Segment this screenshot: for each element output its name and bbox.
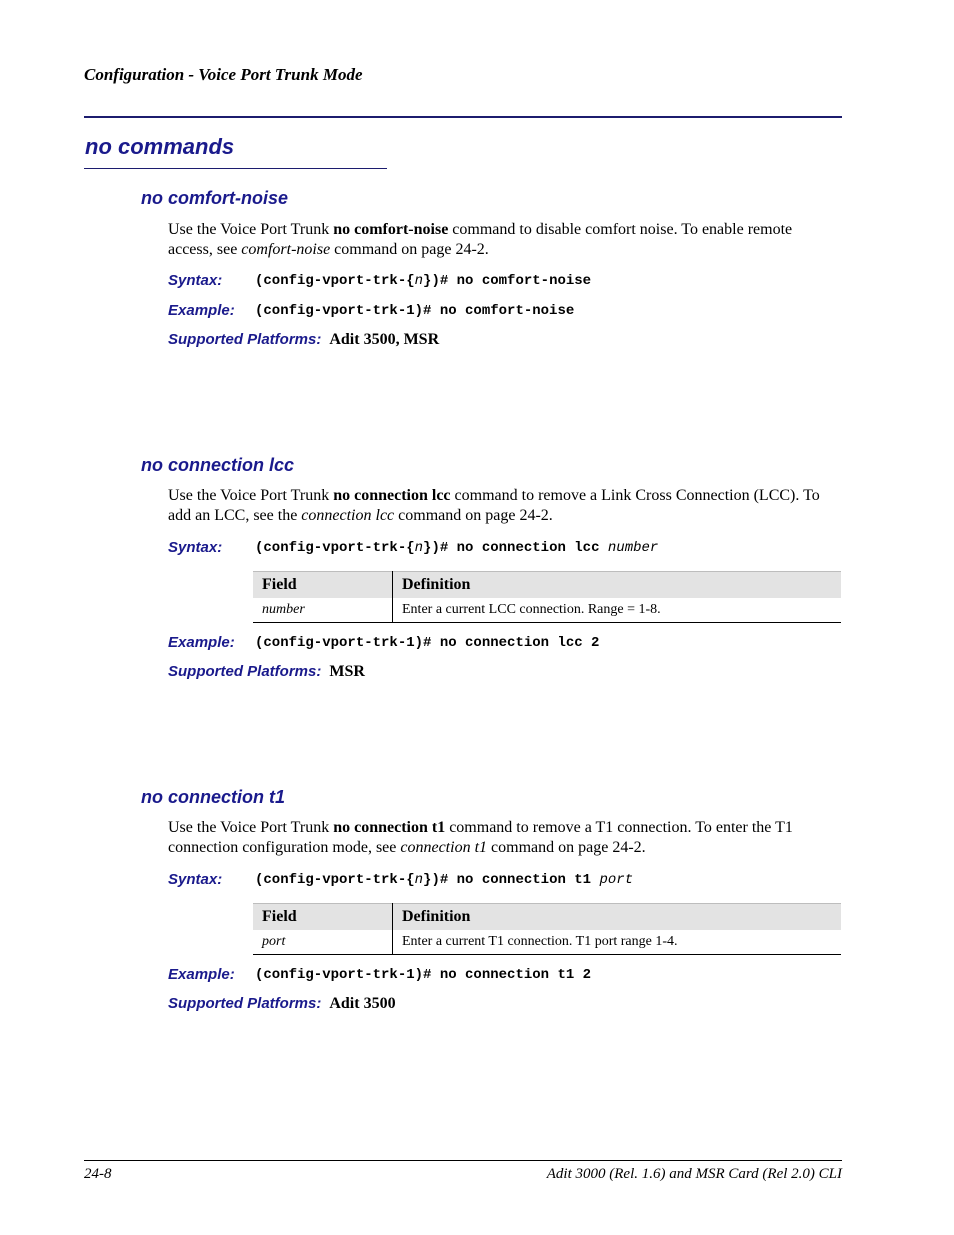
example-label: Example:: [168, 634, 235, 651]
header-rule: [84, 116, 842, 118]
syntax-label: Syntax:: [168, 539, 223, 556]
table-header-row: [253, 572, 841, 599]
command-title: no comfort-noise: [141, 188, 288, 208]
column-header-field: Field: [253, 904, 393, 931]
example-code: (config-vport-trk-1)# no comfort-noise: [255, 303, 575, 319]
section-title: no commands: [85, 134, 235, 159]
table-cell-field: port: [253, 930, 393, 955]
field-table: [253, 571, 841, 623]
example-label: Example:: [168, 302, 235, 319]
supported-platforms: [168, 331, 439, 349]
section-rule: [84, 168, 387, 169]
table-cell-definition: Enter a current LCC connection. Range = 1-8.: [393, 598, 842, 623]
field-table: [253, 903, 841, 955]
syntax-code: (config-vport-trk-{n})# no connection t1 port: [255, 872, 634, 888]
command-title: no connection t1: [141, 787, 285, 807]
command-description: Use the Voice Port Trunk no connection lcc command to remove a Link Cross Connection (LCC). To add an LCC, see the connection lcc command on page 24-2.: [168, 487, 820, 524]
command-title: no connection lcc: [141, 455, 295, 475]
table-row: [253, 598, 841, 623]
table-row: [253, 930, 841, 955]
supported-platforms-label: Supported Platforms:: [168, 331, 322, 348]
platforms-value: MSR: [329, 663, 365, 680]
running-header: Configuration - Voice Port Trunk Mode: [84, 65, 363, 84]
table-cell-definition: Enter a current T1 connection. T1 port range 1-4.: [393, 930, 842, 955]
supported-platforms-label: Supported Platforms:: [168, 995, 322, 1012]
syntax-code: (config-vport-trk-{n})# no connection lcc number: [255, 540, 659, 556]
footer-document-title: Adit 3000 (Rel. 1.6) and MSR Card (Rel 2.0) CLI: [546, 1166, 842, 1182]
syntax-label: Syntax:: [168, 272, 223, 289]
table-cell-field: number: [253, 598, 393, 623]
platforms-value: Adit 3500: [329, 995, 396, 1012]
syntax-code: (config-vport-trk-{n})# no comfort-noise: [255, 273, 592, 289]
example-code: (config-vport-trk-1)# no connection t1 2: [255, 967, 592, 983]
footer-rule: [84, 1160, 842, 1161]
command-description: Use the Voice Port Trunk no connection t1 command to remove a T1 connection. To enter the T1 connection configuration mode, see connection t1 command on page 24-2.: [168, 819, 793, 856]
page-number: 24-8: [84, 1166, 112, 1182]
table-header-row: [253, 904, 841, 931]
example-code: (config-vport-trk-1)# no connection lcc 2: [255, 635, 600, 651]
column-header-definition: Definition: [393, 904, 842, 931]
syntax-label: Syntax:: [168, 871, 223, 888]
command-description: Use the Voice Port Trunk no comfort-noise command to disable comfort noise. To enable remote access, see comfort-noise command on page 24-2.: [168, 221, 793, 258]
supported-platforms-label: Supported Platforms:: [168, 663, 322, 680]
platforms-value: Adit 3500, MSR: [329, 331, 440, 348]
supported-platforms: [168, 995, 396, 1013]
supported-platforms: [168, 663, 365, 681]
column-header-field: Field: [253, 572, 393, 599]
example-label: Example:: [168, 966, 235, 983]
column-header-definition: Definition: [393, 572, 842, 599]
